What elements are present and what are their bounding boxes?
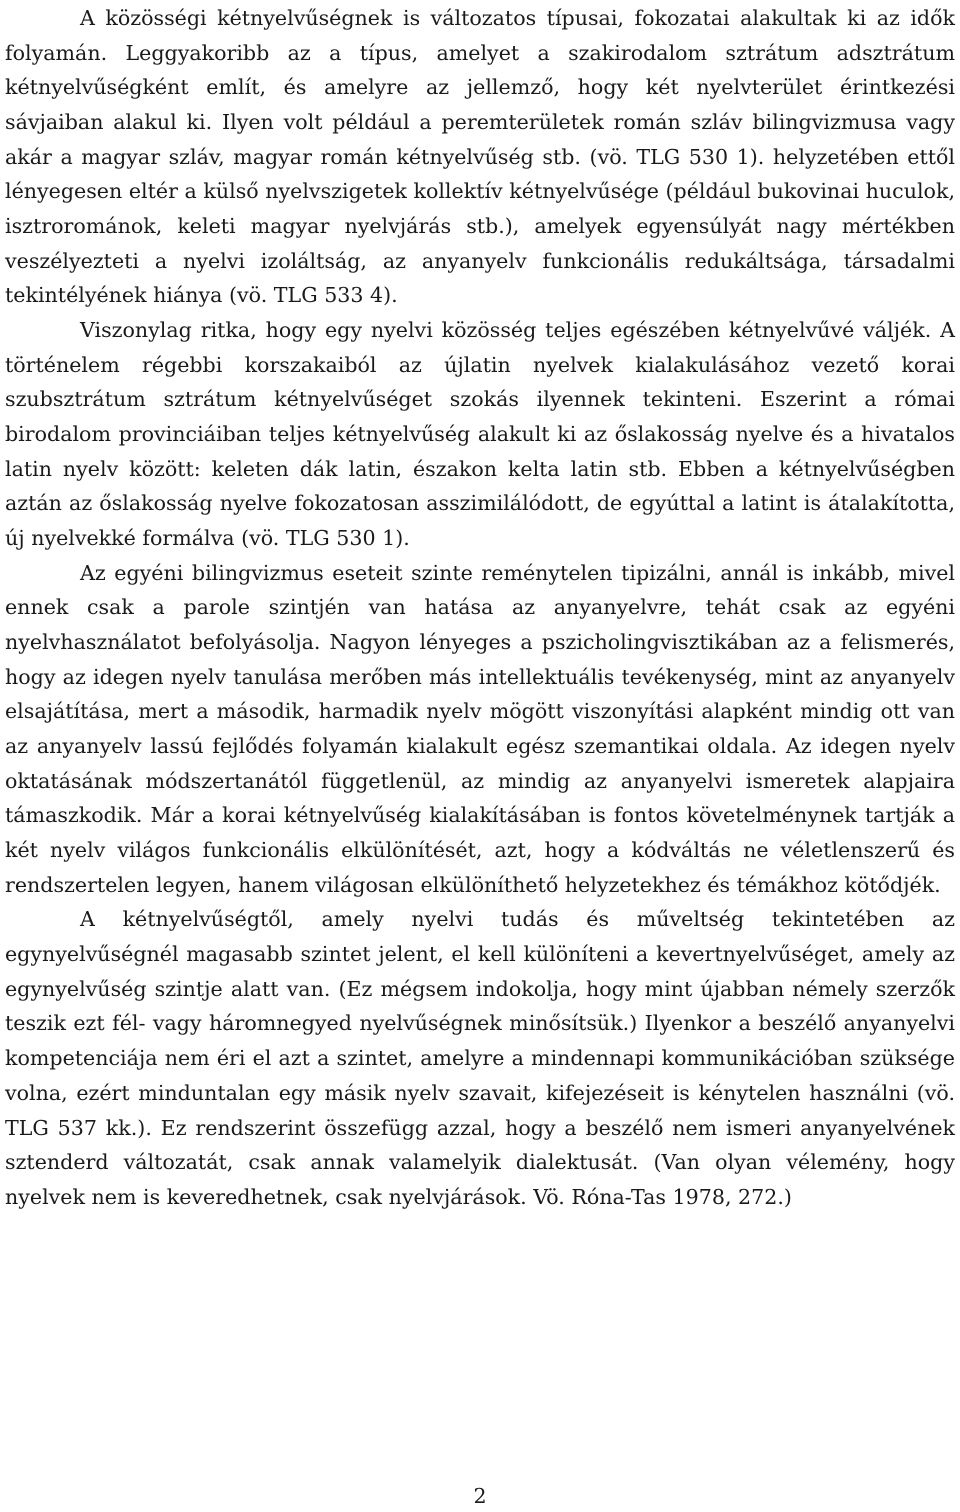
body-text	[5, 0, 955, 1215]
paragraph-4: A kétnyelvűségtől, amely nyelvi tudás és műveltség tekintetében az egynyelvűségnél magasabb szintet jelent, el kell különíteni a kevertnyelvűséget, amely az egynyelvűség szintje alatt van. (Ez mégsem indokolja, hogy mint újabban némely szerzők teszik ezt fél- vagy háromnegyed nyelvűségnek minősítsük.) Ilyenkor a beszélő anyanyelvi kompetenciája nem éri el azt a szintet, amelyre a mindennapi kommunikációban szüksége volna, ezért minduntalan egy másik nyelv szavait, kifejezéseit is kénytelen használni (vö. TLG 537 kk.). Ez rendszerint összefügg azzal, hogy a beszélő nem ismeri anyanyelvének sztenderd változatát, csak annak valamelyik dialektusát. (Van olyan vélemény, hogy nyelvek nem is keveredhetnek, csak nyelvjárások. Vö. Róna-Tas 1978, 272.)	[5, 907, 955, 1209]
paragraph-1: A közösségi kétnyelvűségnek is változatos típusai, fokozatai alakultak ki az idők folyamán. Leggyakoribb az a típus, amelyet a szakirodalom sztrátum adsztrátum kétnyelvűségként említ, és amelyre az jellemző, hogy két nyelvterület érintkezési sávjaiban alakul ki. Ilyen volt például a peremterületek román szláv bilingvizmusa vagy akár a magyar szláv, magyar román kétnyelvűség stb. (vö. TLG 530 1). helyzetében ettől lényegesen eltér a külső nyelvszigetek kollektív kétnyelvűsége (például bukovinai huculok, isztrorománok, keleti magyar nyelvjárás stb.), amelyek egyensúlyát nagy mértékben veszélyezteti a nyelvi izoláltság, az anyanyelv funkcionális redukáltsága, társadalmi tekintélyének hiánya (vö. TLG 533 4).	[5, 6, 955, 308]
paragraph-2: Viszonylag ritka, hogy egy nyelvi közösség teljes egészében kétnyelvűvé váljék. A történelem régebbi korszakaiból az újlatin nyelvek kialakulásához vezető korai szubsztrátum sztrátum kétnyelvűséget szokás ilyennek tekinteni. Eszerint a római birodalom provinciáiban teljes kétnyelvűség alakult ki az őslakosság nyelve és a hivatalos latin nyelv között: keleten dák latin, északon kelta latin stb. Ebben a kétnyelvűségben aztán az őslakosság nyelve fokozatosan asszimilálódott, de egyúttal a latint is átalakította, új nyelvekké formálva (vö. TLG 530 1).	[5, 318, 955, 551]
page-number: 2	[473, 1484, 487, 1508]
document-page	[5, 0, 955, 1512]
paragraph-3: Az egyéni bilingvizmus eseteit szinte reménytelen tipizálni, annál is inkább, mivel ennek csak a parole szintjén van hatása az anyanyelvre, tehát csak az egyéni nyelvhasználatot befolyásolja. Nagyon lényeges a pszicholingvisztikában az a felismerés, hogy az idegen nyelv tanulása merőben más intellektuális tevékenység, mint az anyanyelv elsajátítása, mert a második, harmadik nyelv mögött viszonyítási alapként mindig ott van az anyanyelv lassú fejlődés folyamán kialakult egész szemantikai oldala. Az idegen nyelv oktatásának módszertanától függetlenül, az mindig az anyanyelvi ismeretek alapjaira támaszkodik. Már a korai kétnyelvűség kialakításában is fontos követelménynek tartják a két nyelv világos funkcionális elkülönítését, azt, hogy a kódváltás ne véletlenszerű és rendszertelen legyen, hanem világosan elkülöníthető helyzetekhez és témákhoz kötődjék.	[5, 560, 955, 897]
